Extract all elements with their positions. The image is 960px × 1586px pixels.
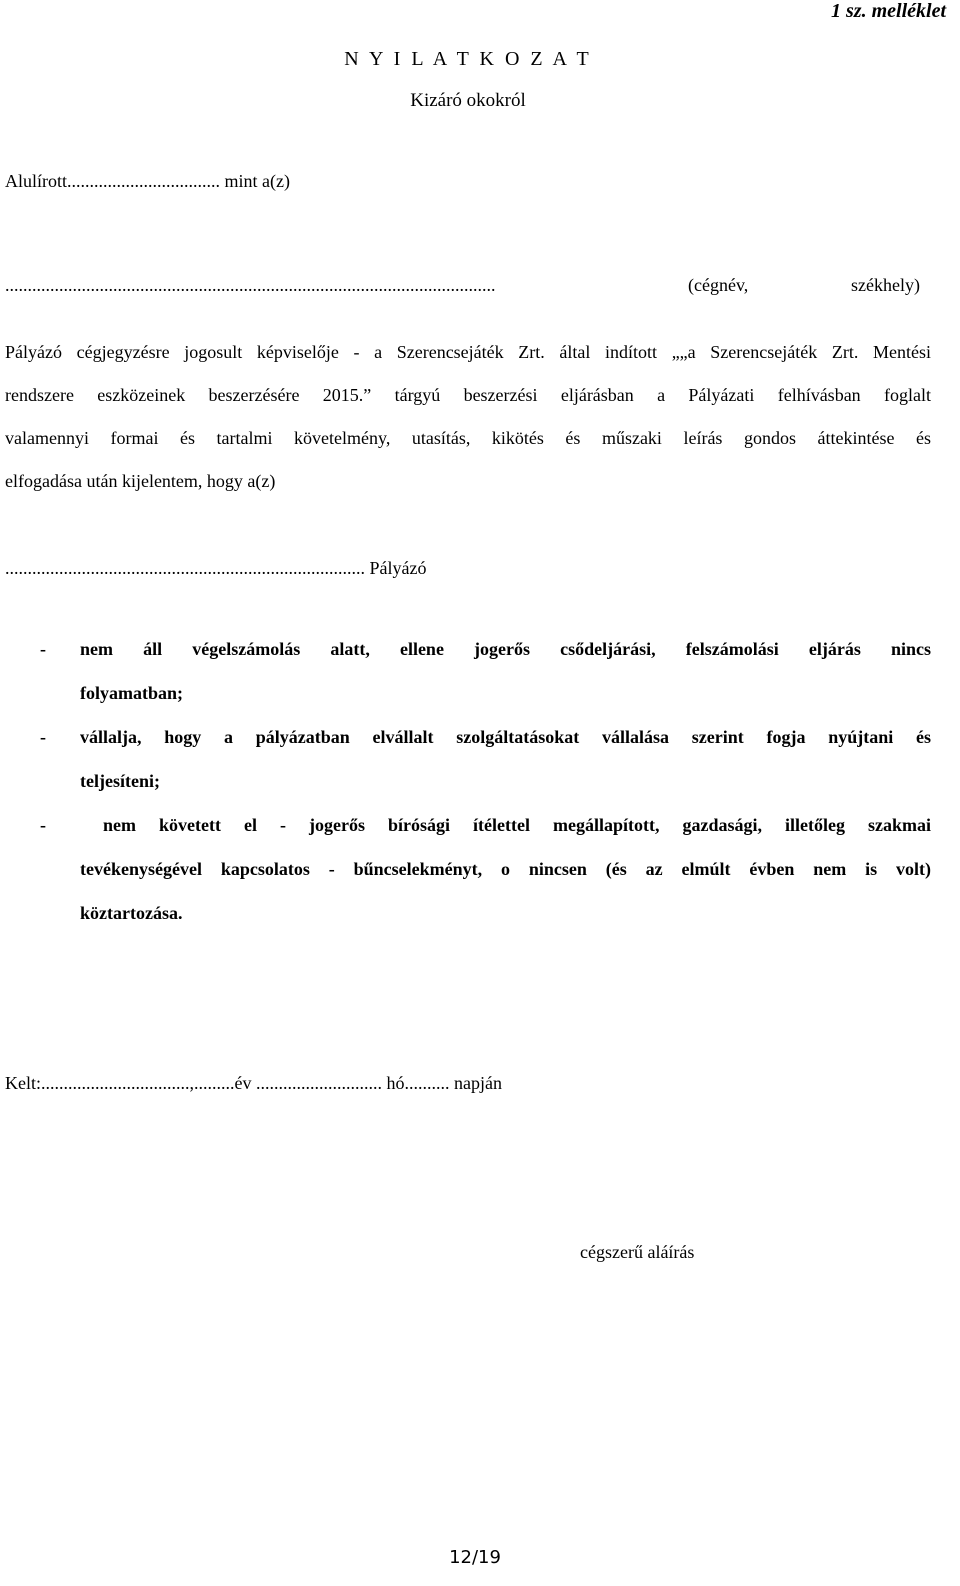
signature-label: cégszerű aláírás: [580, 1242, 695, 1262]
declaration-3-line-3: köztartozása.: [80, 903, 183, 923]
declaration-3-line-1: nem követett el - jogerős bírósági ítélettel megállapított, gazdasági, illetőleg szakmai: [80, 815, 931, 835]
applicant-line: ................................................................................ Pályázó: [5, 558, 427, 578]
document-title: N Y I L A T K O Z A T: [344, 48, 592, 70]
declaration-3-line-2: tevékenységével kapcsolatos - bűncselekményt, o nincsen (és az elmúlt évben nem is volt): [80, 859, 931, 879]
dated-line: Kelt:.................................,.........év ............................ hó.......... napján: [5, 1073, 502, 1093]
company-blank: .............................................................................................................: [5, 275, 496, 295]
declaration-2-line-1: vállalja, hogy a pályázatban elvállalt szolgáltatásokat vállalása szerint fogja nyújtani és: [80, 727, 931, 747]
body-line-1: Pályázó cégjegyzésre jogosult képviselője - a Szerencsejáték Zrt. által indított „„a Szerencsejáték Zrt. Mentési: [5, 342, 931, 362]
declaration-2-line-2: teljesíteni;: [80, 771, 160, 791]
company-seat-label: székhely): [851, 275, 920, 295]
company-name-label: (cégnév,: [688, 275, 749, 295]
body-line-4: elfogadása után kijelentem, hogy a(z): [5, 471, 276, 491]
body-line-2: rendszere eszközeinek beszerzésére 2015.” tárgyú beszerzési eljárásban a Pályázati felhívásban foglalt: [5, 385, 931, 405]
annex-label: 1 sz. melléklet: [831, 0, 946, 22]
declaration-3-dash: -: [40, 815, 46, 835]
declaration-2-dash: -: [40, 727, 46, 747]
declaration-1-line-2: folyamatban;: [80, 683, 183, 703]
signer-line: Alulírott.................................. mint a(z): [5, 171, 290, 191]
page-number: 12/19: [449, 1547, 501, 1568]
document-subtitle: Kizáró okokról: [410, 90, 526, 111]
declaration-1-line-1: nem áll végelszámolás alatt, ellene jogerős csődeljárási, felszámolási eljárás nincs: [80, 639, 931, 659]
declaration-1-dash: -: [40, 639, 46, 659]
body-line-3: valamennyi formai és tartalmi követelmény, utasítás, kikötés és műszaki leírás gondos áttekintése és: [5, 428, 931, 448]
